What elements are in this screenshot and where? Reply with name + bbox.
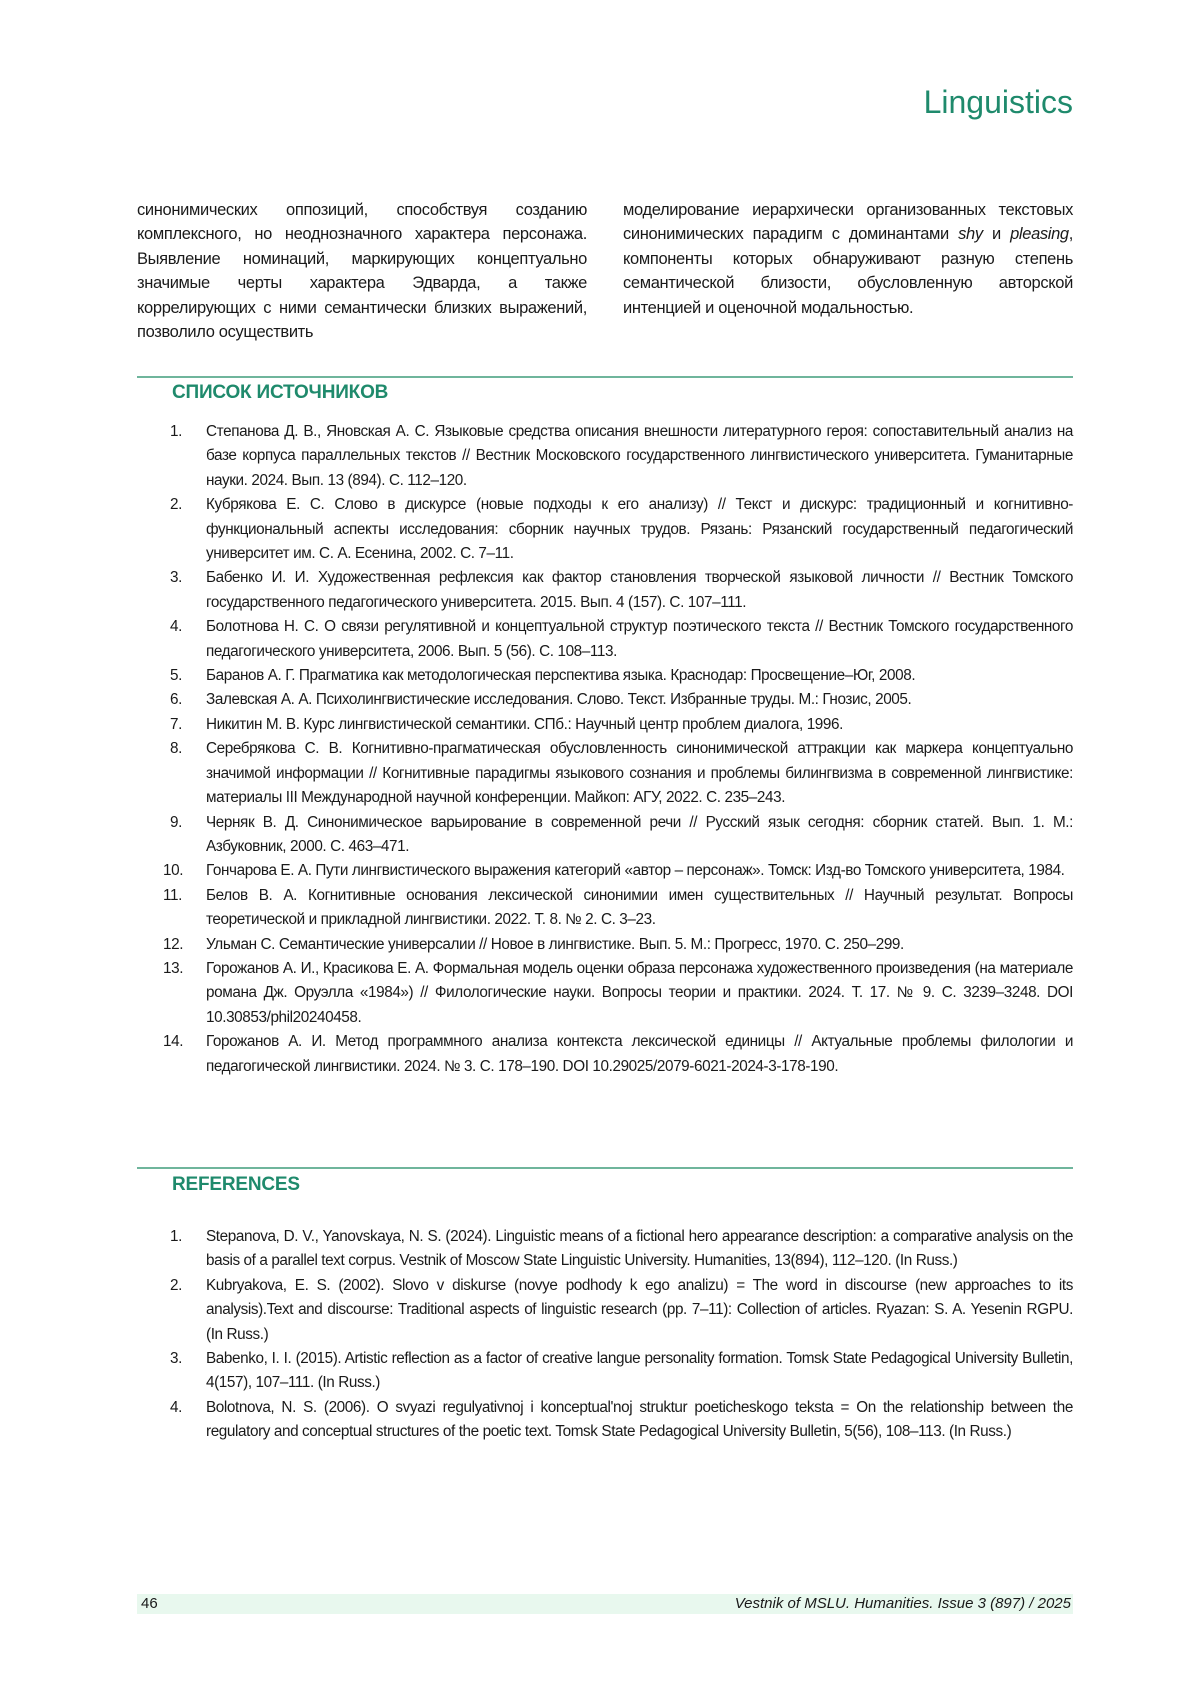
reference-number: 4. [170,1396,200,1420]
reference-number: 1. [170,1225,200,1249]
reference-number: 7. [170,713,200,737]
reference-number: 13. [163,957,193,981]
italic-term: shy [958,225,983,243]
reference-item [137,1030,1073,1079]
reference-text: Черняк В. Д. Синонимическое варьирование в современной речи // Русский язык сегодня: сборник статей. Вып. 1. М.: Азбуковник, 2000. С. 463–471. [206,814,1073,855]
reference-number: 9. [170,811,200,835]
reference-number: 11. [163,884,193,908]
sources-list [137,420,1073,1079]
reference-item [137,664,1073,688]
reference-item [137,713,1073,737]
body-text [137,198,1073,344]
reference-item [137,1396,1073,1445]
reference-text: Ульман С. Семантические универсалии // Новое в лингвистике. Вып. 5. М.: Прогресс, 1970. С. 250–299. [206,936,904,953]
reference-number: 14. [163,1030,193,1054]
reference-text: Bolotnova, N. S. (2006). O svyazi regulyativnoj i konceptual'noj struktur poeticheskogo teksta = On the relationship between the regulatory and conceptual structures of the poetic text. Tomsk State Pedagogical University Bulletin, 5(56), 108–113. (In Russ.) [206,1399,1073,1440]
reference-text: Горожанов А. И. Метод программного анализа контекста лексической единицы // Актуальные проблемы филологии и педагогической лингвистики. 2024. № 3. С. 178–190. DOI 10.29025/2079-6021-2024-3-178-190. [206,1033,1073,1074]
references-heading: REFERENCES [172,1174,300,1196]
reference-item [137,1225,1073,1274]
reference-item [137,493,1073,566]
reference-number: 12. [163,933,193,957]
reference-number: 5. [170,664,200,688]
reference-number: 6. [170,688,200,712]
reference-number: 3. [170,566,200,590]
reference-text: Babenko, I. I. (2015). Artistic reflection as a factor of creative langue personality formation. Tomsk State Pedagogical University Bulletin, 4(157), 107–111. (In Russ.) [206,1350,1073,1391]
reference-item [137,933,1073,957]
reference-item [137,1274,1073,1347]
italic-term: pleasing [1010,225,1069,243]
references-list [137,1225,1073,1445]
reference-item [137,420,1073,493]
reference-item [137,737,1073,810]
reference-item [137,811,1073,860]
reference-item [137,859,1073,883]
reference-text: Бабенко И. И. Художественная рефлексия как фактор становления творческой языковой личности // Вестник Томского государственного педагогического университета. 2015. Вып. 4 (157). С. 107–111. [206,569,1073,610]
reference-text: Степанова Д. В., Яновская А. С. Языковые средства описания внешности литературного героя: сопоставительный анализ на базе корпуса параллельных текстов // Вестник Московского государственного лингвистического университета. Гуманитарные науки. 2024. Вып. 13 (894). С. 112–120. [206,423,1073,489]
text-run: , компоненты которых обнаруживают разную степень семантической близости, обусловленную авторской интенцией и оценочной модальностью. [623,225,1073,316]
reference-text: Залевская А. А. Психолингвистические исследования. Слово. Текст. Избранные труды. М.: Гнозис, 2005. [206,691,911,708]
reference-text: Горожанов А. И., Красикова Е. А. Формальная модель оценки образа персонажа художественного произведения (на материале романа Дж. Оруэлла «1984») // Филологические науки. Вопросы теории и практики. 2024. Т. 17. № 9. С. 3239–3248. DOI 10.30853/phil20240458. [206,960,1073,1026]
reference-item [137,688,1073,712]
page-footer [137,1594,1073,1614]
reference-text: Kubryakova, E. S. (2002). Slovo v diskurse (novye podhody k ego analizu) = The word in discourse (new approaches to its analysis).Text and discourse: Traditional aspects of linguistic research (pp. 7–11): Collection of articles. Ryazan: S. A. Yesenin RGPU. (In Russ.) [206,1277,1073,1343]
divider [137,376,1073,378]
reference-text: Серебрякова С. В. Когнитивно-прагматическая обусловленность синонимической аттракции как маркера концептуально значимой информации // Когнитивные парадигмы языкового сознания и проблемы билингвизма в современной лингвистике: материалы III Международной научной конференции. Майкоп: АГУ, 2022. С. 235–243. [206,740,1073,806]
reference-number: 8. [170,737,200,761]
reference-item [137,566,1073,615]
reference-text: Белов В. А. Когнитивные основания лексической синонимии имен существительных // Научный результат. Вопросы теоретической и прикладной лингвистики. 2022. Т. 8. № 2. С. 3–23. [206,887,1073,928]
right-column [623,198,1073,344]
reference-number: 2. [170,1274,200,1298]
reference-text: Гончарова Е. А. Пути лингвистического выражения категорий «автор – персонаж». Томск: Изд-во Томского университета, 1984. [206,862,1065,879]
reference-number: 1. [170,420,200,444]
journal-title: Vestnik of MSLU. Humanities. Issue 3 (897) / 2025 [735,1595,1071,1612]
left-column: синонимических оппозиций, способствуя созданию комплексного, но неоднозначного характера персонажа. Выявление номинаций, маркирующих концептуально значимые черты характера Эдварда, а также коррелирующих с ними семантически близких выражений, позволило осуществить [137,198,587,344]
reference-item [137,884,1073,933]
reference-number: 4. [170,615,200,639]
reference-text: Болотнова Н. С. О связи регулятивной и концептуальной структур поэтического текста // Вестник Томского государственного педагогического университета, 2006. Вып. 5 (56). С. 108–113. [206,618,1073,659]
sources-heading: СПИСОК ИСТОЧНИКОВ [172,382,388,404]
reference-text: Баранов А. Г. Прагматика как методологическая перспектива языка. Краснодар: Просвещение–Юг, 2008. [206,667,915,684]
reference-item [137,1347,1073,1396]
reference-item [137,615,1073,664]
page-number: 46 [141,1595,158,1612]
text-run: моделирование иерархически организованных текстовых синонимических парадигм с доминантами [623,201,1073,243]
reference-text: Никитин М. В. Курс лингвистической семантики. СПб.: Научный центр проблем диалога, 1996. [206,716,843,733]
reference-text: Stepanova, D. V., Yanovskaya, N. S. (2024). Linguistic means of a fictional hero appearance description: a comparative analysis on the basis of a parallel text corpus. Vestnik of Moscow State Linguistic University. Humanities, 13(894), 112–120. (In Russ.) [206,1228,1073,1269]
reference-item [137,957,1073,1030]
section-title: Linguistics [924,84,1073,121]
divider [137,1167,1073,1169]
text-run: и [983,225,1010,243]
reference-text: Кубрякова Е. С. Слово в дискурсе (новые подходы к его анализу) // Текст и дискурс: традиционный и когнитивно-функциональный аспекты исследования: сборник научных трудов. Рязань: Рязанский государственный педагогический университет им. С. А. Есенина, 2002. С. 7–11. [206,496,1073,562]
reference-number: 2. [170,493,200,517]
reference-number: 10. [163,859,193,883]
reference-number: 3. [170,1347,200,1371]
